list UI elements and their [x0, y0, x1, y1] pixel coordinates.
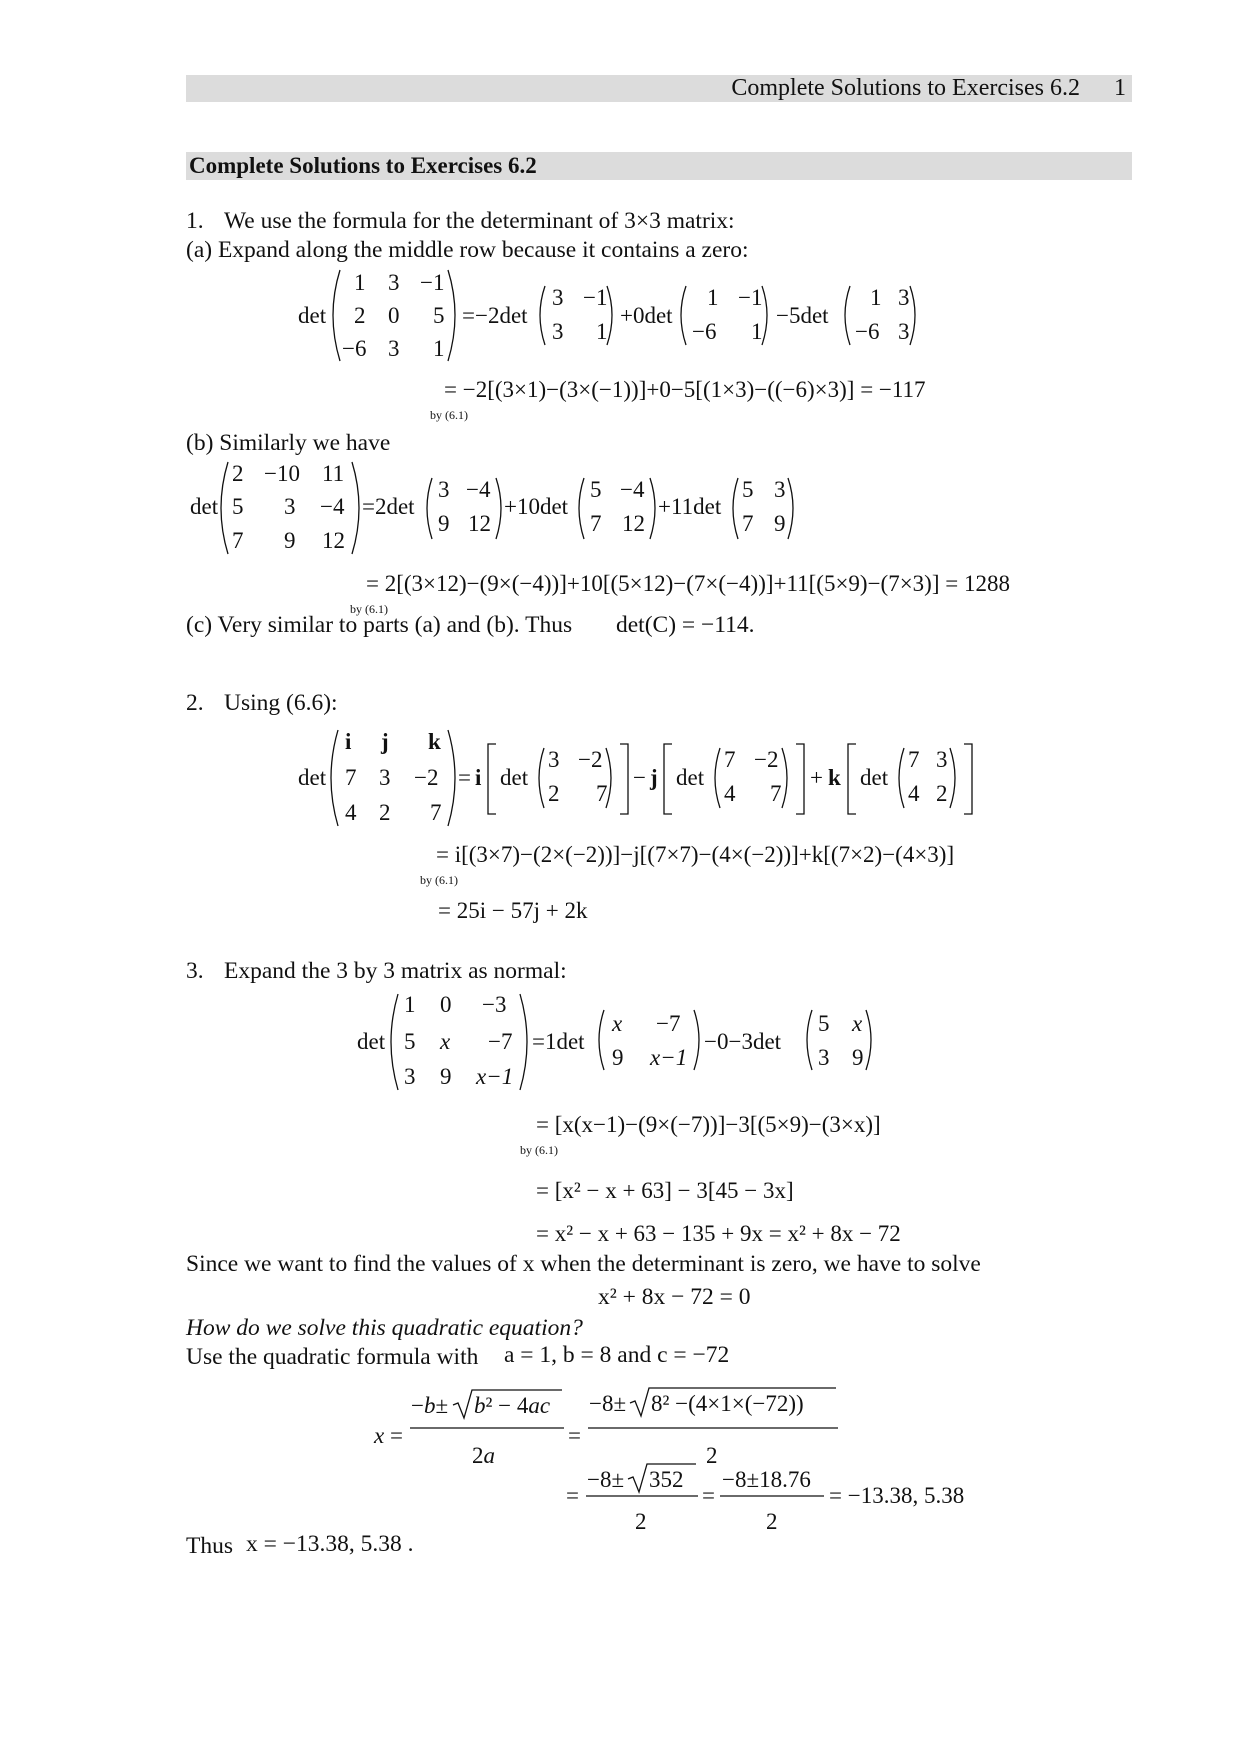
svg-text:0: 0 — [440, 992, 452, 1017]
svg-text:2a: 2a — [472, 1443, 495, 1468]
svg-text:−b±: −b± — [411, 1393, 449, 1418]
svg-text:x−1: x−1 — [650, 1045, 688, 1070]
svg-text:5: 5 — [404, 1029, 416, 1054]
svg-text:3: 3 — [818, 1045, 830, 1070]
q1b-by-ref: by (6.1) — [350, 602, 388, 616]
svg-text:3: 3 — [388, 270, 400, 295]
svg-text:7: 7 — [345, 765, 357, 790]
q1b-text: (b) Similarly we have — [186, 430, 391, 456]
svg-text:5: 5 — [590, 477, 602, 502]
svg-text:det: det — [676, 765, 705, 790]
svg-text:4: 4 — [345, 800, 357, 825]
svg-text:7: 7 — [770, 781, 782, 806]
q3-number: 3. — [186, 958, 204, 984]
svg-text:3: 3 — [404, 1064, 416, 1089]
svg-text:det: det — [500, 765, 529, 790]
svg-text:3: 3 — [388, 336, 400, 361]
svg-text:+0det: +0det — [620, 303, 673, 328]
svg-text:9: 9 — [612, 1045, 624, 1070]
svg-text:3: 3 — [379, 765, 391, 790]
svg-text:1: 1 — [870, 285, 882, 310]
svg-text:det: det — [860, 765, 889, 790]
svg-text:3: 3 — [552, 319, 564, 344]
svg-text:−8±18.76: −8±18.76 — [722, 1467, 811, 1492]
svg-text:8² −(4×1×(−72)): 8² −(4×1×(−72)) — [651, 1391, 804, 1416]
q3-line3: = [x² − x + 63] − 3[45 − 3x] — [536, 1178, 794, 1203]
svg-text:5: 5 — [742, 477, 754, 502]
svg-text:+10det: +10det — [504, 494, 569, 519]
q1-intro: We use the formula for the determinant of 3×3 matrix: — [224, 208, 735, 234]
svg-text:=: = — [458, 765, 471, 790]
svg-text:=: = — [568, 1423, 581, 1448]
svg-text:12: 12 — [322, 528, 345, 553]
q3-equation: x² + 8x − 72 = 0 — [598, 1284, 751, 1310]
svg-text:−6: −6 — [342, 336, 367, 361]
svg-text:3: 3 — [774, 477, 786, 502]
svg-text:−8±: −8± — [589, 1391, 627, 1416]
svg-text:1: 1 — [707, 285, 719, 310]
svg-text:det: det — [357, 1029, 386, 1054]
q3-expansion — [357, 992, 871, 1090]
q2-text: Using (6.6): — [224, 690, 338, 716]
svg-text:7: 7 — [596, 781, 608, 806]
q1b-line2: = 2[(3×12)−(9×(−4))]+10[(5×12)−(7×(−4))]+11[(5×9)−(7×3)] = 1288 — [366, 571, 1010, 596]
svg-text:−4: −4 — [466, 477, 491, 502]
svg-text:i: i — [345, 729, 352, 754]
svg-text:5: 5 — [433, 303, 445, 328]
svg-text:3: 3 — [936, 747, 948, 772]
q3-step-result: = −13.38, 5.38 — [829, 1483, 965, 1508]
svg-text:9: 9 — [438, 511, 450, 536]
header-title: Complete Solutions to Exercises 6.2 — [731, 75, 1080, 101]
svg-text:4: 4 — [724, 781, 736, 806]
svg-text:det: det — [298, 303, 327, 328]
svg-text:2: 2 — [706, 1443, 718, 1468]
q1a-text: (a) Expand along the middle row because it contains a zero: — [186, 237, 749, 263]
svg-text:x: x — [440, 1029, 451, 1054]
svg-text:+: + — [810, 765, 823, 790]
svg-text:=2det: =2det — [362, 494, 415, 519]
svg-text:3: 3 — [438, 477, 450, 502]
svg-text:7: 7 — [908, 747, 920, 772]
q3-thus: Thus — [186, 1533, 233, 1559]
svg-text:−1: −1 — [583, 285, 608, 310]
svg-text:9: 9 — [284, 528, 296, 553]
q3-coefficients: a = 1, b = 8 and c = −72 — [504, 1342, 730, 1368]
svg-text:−8±: −8± — [587, 1467, 625, 1492]
svg-text:3: 3 — [284, 494, 296, 519]
q2-expansion — [298, 729, 972, 826]
svg-text:4: 4 — [908, 781, 920, 806]
svg-text:3: 3 — [898, 285, 910, 310]
q3-line2: = [x(x−1)−(9×(−7))]−3[(5×9)−(3×x)] — [536, 1112, 881, 1137]
svg-text:12: 12 — [622, 511, 645, 536]
svg-text:2: 2 — [354, 303, 366, 328]
q3-final-answer: x = −13.38, 5.38 . — [246, 1531, 414, 1557]
svg-text:7: 7 — [742, 511, 754, 536]
svg-text:−7: −7 — [488, 1029, 513, 1054]
q3-question: How do we solve this quadratic equation? — [186, 1315, 583, 1341]
svg-text:−1: −1 — [420, 270, 445, 295]
svg-text:7: 7 — [724, 747, 736, 772]
q1c-result: det(C) = −114. — [616, 612, 755, 638]
svg-text:2: 2 — [548, 781, 560, 806]
svg-text:−2: −2 — [578, 747, 603, 772]
q3-use-formula: Use the quadratic formula with — [186, 1344, 479, 1370]
svg-text:=: = — [566, 1483, 579, 1508]
svg-text:7: 7 — [430, 800, 442, 825]
svg-text:3: 3 — [548, 747, 560, 772]
q3-line4: = x² − x + 63 − 135 + 9x = x² + 8x − 72 — [536, 1221, 901, 1246]
svg-text:k: k — [828, 765, 841, 790]
svg-text:1: 1 — [354, 270, 366, 295]
svg-text:=1det: =1det — [532, 1029, 585, 1054]
q1c-text: (c) Very similar to parts (a) and (b). Thus — [186, 612, 573, 638]
q1b-expansion — [190, 461, 793, 554]
svg-text:det: det — [190, 494, 219, 519]
q2-line2: = i[(3×7)−(2×(−2))]−j[(7×7)−(4×(−2))]+k[(7×2)−(4×3)] — [436, 842, 955, 867]
svg-text:2: 2 — [635, 1509, 647, 1534]
svg-text:12: 12 — [468, 511, 491, 536]
q2-line3: = 25i − 57j + 2k — [438, 898, 588, 923]
q3-text: Expand the 3 by 3 matrix as normal: — [224, 958, 567, 984]
svg-text:x: x — [374, 1423, 385, 1448]
svg-text:x: x — [612, 1011, 623, 1036]
svg-text:=: = — [702, 1483, 715, 1508]
svg-text:5: 5 — [818, 1011, 830, 1036]
q1-number: 1. — [186, 208, 204, 234]
svg-text:−4: −4 — [620, 477, 645, 502]
svg-text:0: 0 — [388, 303, 400, 328]
svg-text:2: 2 — [766, 1509, 778, 1534]
svg-text:9: 9 — [852, 1045, 864, 1070]
svg-text:1: 1 — [751, 319, 763, 344]
page-number: 1 — [1114, 75, 1126, 101]
svg-text:k: k — [428, 729, 441, 754]
svg-text:2: 2 — [936, 781, 948, 806]
svg-text:=: = — [390, 1423, 403, 1448]
q1a-line2: = −2[(3×1)−(3×(−1))]+0−5[(1×3)−((−6)×3)] = −117 — [444, 377, 926, 402]
svg-text:det: det — [298, 765, 327, 790]
q3-by-ref: by (6.1) — [520, 1143, 558, 1157]
svg-text:x−1: x−1 — [476, 1064, 514, 1089]
svg-text:−2: −2 — [414, 765, 439, 790]
q1a-by-ref: by (6.1) — [430, 408, 468, 422]
svg-text:−3: −3 — [482, 992, 507, 1017]
svg-text:3: 3 — [552, 285, 564, 310]
quadratic-formula — [373, 1388, 838, 1534]
q3-since: Since we want to find the values of x when the determinant is zero, we have to solve — [186, 1251, 981, 1277]
svg-text:1: 1 — [433, 336, 445, 361]
svg-text:5: 5 — [232, 494, 244, 519]
svg-text:−10: −10 — [264, 461, 300, 486]
q2-by-ref: by (6.1) — [420, 873, 458, 887]
q1a-expansion — [298, 270, 915, 361]
svg-text:9: 9 — [440, 1064, 452, 1089]
svg-text:1: 1 — [404, 992, 416, 1017]
svg-text:−: − — [633, 765, 646, 790]
section-title-text: Complete Solutions to Exercises 6.2 — [189, 153, 537, 178]
svg-text:1: 1 — [596, 319, 608, 344]
svg-text:3: 3 — [898, 319, 910, 344]
svg-text:−2: −2 — [754, 747, 779, 772]
svg-text:−6: −6 — [855, 319, 880, 344]
svg-text:11: 11 — [322, 461, 345, 486]
svg-text:i: i — [475, 765, 482, 790]
svg-text:−5det: −5det — [776, 303, 829, 328]
svg-text:+11det: +11det — [658, 494, 722, 519]
q2-number: 2. — [186, 690, 204, 716]
svg-text:−4: −4 — [320, 494, 345, 519]
svg-text:j: j — [381, 729, 389, 754]
svg-text:j: j — [650, 765, 658, 790]
svg-text:−6: −6 — [692, 319, 717, 344]
svg-text:352: 352 — [649, 1467, 684, 1492]
svg-text:b² − 4ac: b² − 4ac — [474, 1393, 551, 1418]
svg-text:2: 2 — [379, 800, 391, 825]
svg-text:x: x — [852, 1011, 863, 1036]
svg-text:−0−3det: −0−3det — [704, 1029, 782, 1054]
svg-text:9: 9 — [774, 511, 786, 536]
svg-text:7: 7 — [590, 511, 602, 536]
svg-text:7: 7 — [232, 528, 244, 553]
svg-text:−7: −7 — [656, 1011, 681, 1036]
svg-text:2: 2 — [232, 461, 244, 486]
svg-text:=−2det: =−2det — [462, 303, 528, 328]
svg-text:−1: −1 — [738, 285, 763, 310]
